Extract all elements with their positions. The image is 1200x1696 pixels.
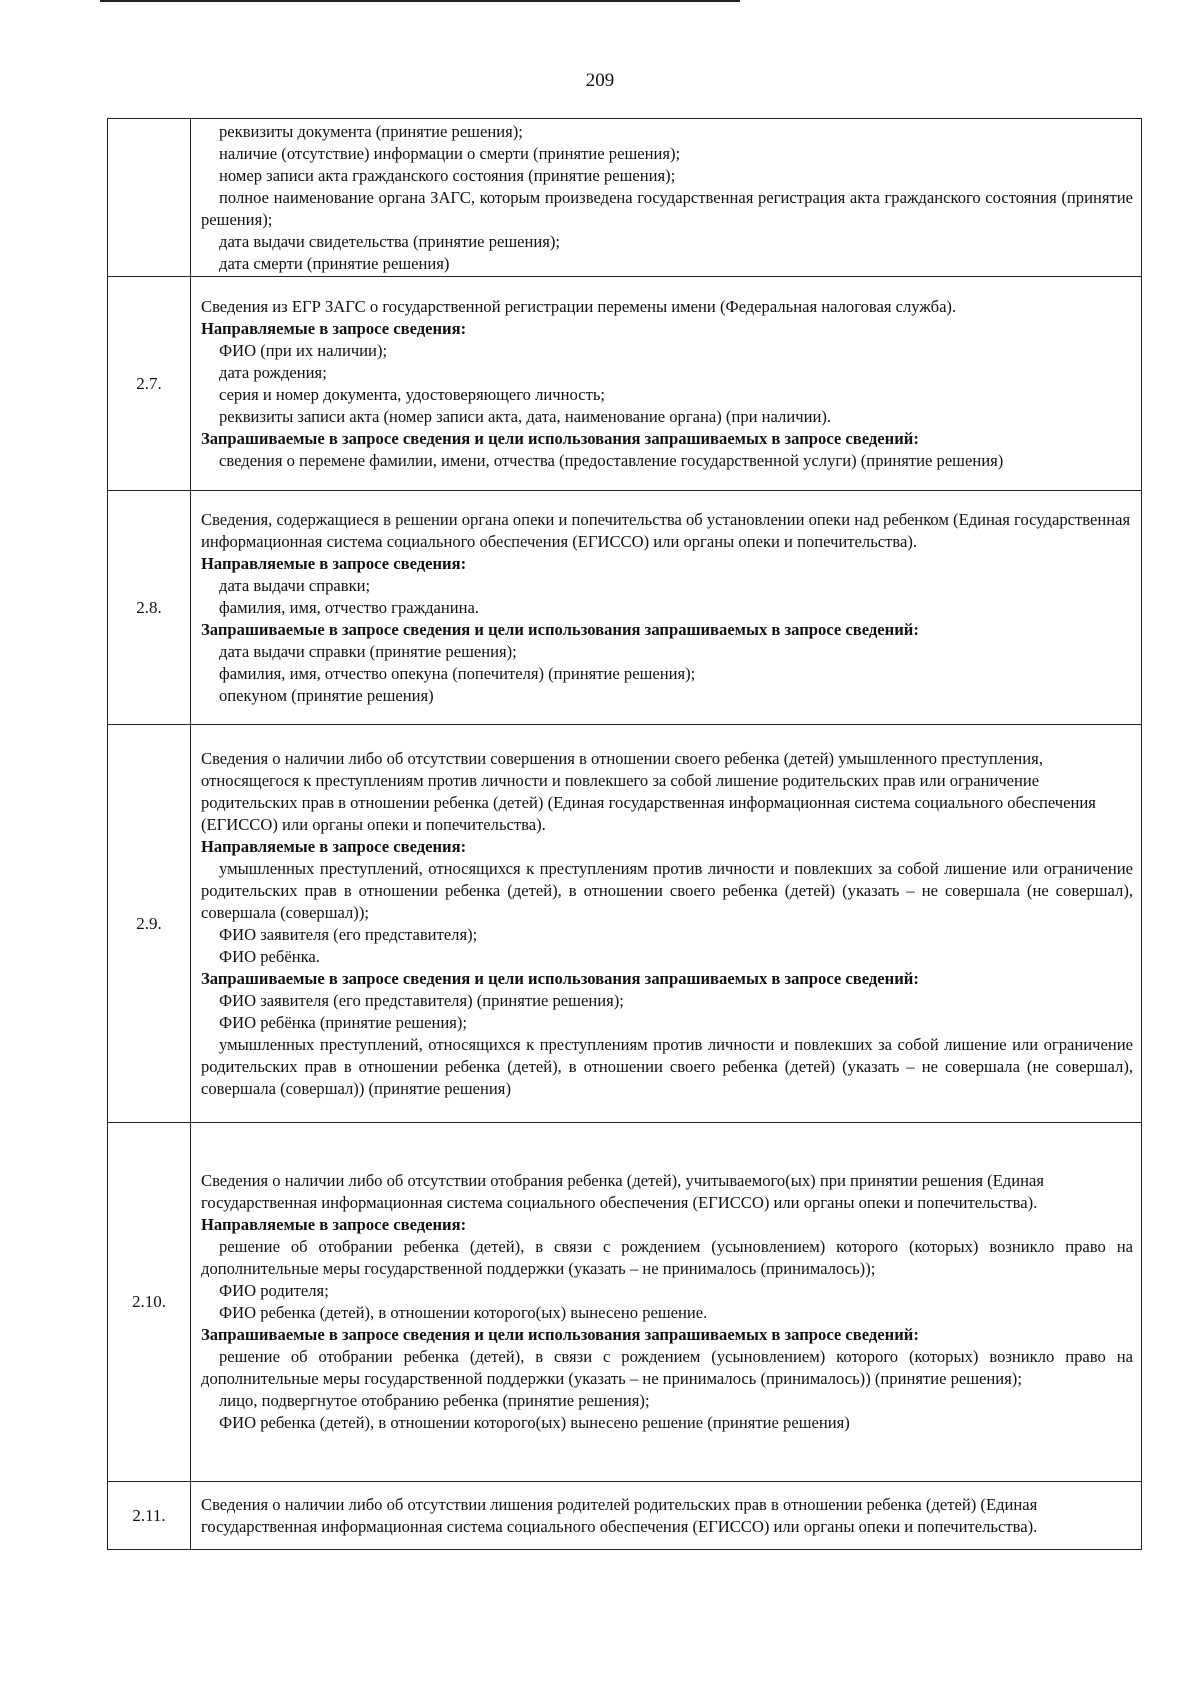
table-row [108,1123,1142,1482]
section-heading: Направляемые в запросе сведения: [201,1215,467,1234]
list-item: ФИО ребёнка. [219,946,320,966]
row-heading: Сведения о наличии либо об отсутствии отобрания ребенка (детей), учитываемого(ых) при принятии решения (Единая государственная информационная система социального обеспечения (ЕГИССО) или органы опеки и попечительства). [201,1171,1044,1212]
list-item: сведения о перемене фамилии, имени, отчества (предоставление государственной услуги) (принятие решения) [219,450,1004,470]
list-item: дата выдачи справки (принятие решения); [219,641,517,661]
row-heading: Сведения о наличии либо об отсутствии лишения родителей родительских прав в отношении ребенка (детей) (Единая государственная информационная система социального обеспечения (ЕГИССО) или органы опеки и попечительства). [201,1494,1038,1536]
list-item: фамилия, имя, отчество опекуна (попечителя) (принятие решения); [219,663,696,683]
row-number: 2.10. [108,1123,191,1482]
row-content [191,725,1142,1123]
row-content [191,1123,1142,1482]
list-item: ФИО родителя; [219,1281,329,1300]
row-number: 2.9. [108,725,191,1123]
section-heading: Направляемые в запросе сведения: [201,318,467,338]
list-item: дата выдачи свидетельства (принятие решения); [219,231,561,251]
list-item: ФИО ребенка (детей), в отношении которого(ых) вынесено решение (принятие решения) [219,1413,850,1432]
row-number-cell [108,119,191,277]
list-item: серия и номер документа, удостоверяющего личность; [219,384,605,404]
section-heading: Запрашиваемые в запросе сведения и цели использования запрашиваемых в запросе сведений: [201,968,919,988]
table-row [108,725,1142,1123]
section-heading: Запрашиваемые в запросе сведения и цели использования запрашиваемых в запросе сведений: [201,619,919,639]
list-item: ФИО ребёнка (принятие решения); [219,1012,467,1032]
requirements-table [107,118,1142,1550]
list-item: решение об отобрании ребенка (детей), в связи с рождением (усыновлением) которого (которых) возникло право на дополнительные меры государственной поддержки (указать – не принималось (принималось)); [201,1237,1133,1278]
scan-top-border [100,0,740,2]
list-item: номер записи акта гражданского состояния (принятие решения); [219,165,676,185]
row-heading: Сведения о наличии либо об отсутствии совершения в отношении своего ребенка (детей) умышленного преступления, относящегося к преступлениям против личности и повлекшего за собой лишение родительских прав или ограничение родительских прав в отношении ребенка (детей) (Единая государственная информационная система социального обеспечения (ЕГИССО) или органы опеки и попечительства). [201,748,1096,834]
row-content [191,1482,1142,1550]
list-item: умышленных преступлений, относящихся к преступлениям против личности и повлекших за собой лишение или ограничение родительских прав в отношении ребенка (детей), в отношении своего ребенка (детей) (указать – не совершала (не совершал), совершала (совершал)); [201,858,1133,922]
table-row [108,277,1142,491]
list-item: наличие (отсутствие) информации о смерти (принятие решения); [219,143,681,163]
list-item: опекуном (принятие решения) [219,685,434,705]
table-row [108,491,1142,725]
row-heading: Сведения, содержащиеся в решении органа опеки и попечительства об установлении опеки над ребенком (Единая государственная информационная система социального обеспечения (ЕГИССО) или органы опеки и попечительства). [201,509,1131,551]
page-number: 209 [585,70,615,91]
list-item: решение об отобрании ребенка (детей), в связи с рождением (усыновлением) которого (которых) возникло право на дополнительные меры государственной поддержки (указать – не принималось (принималось)) (принятие решения); [201,1347,1133,1388]
list-item: ФИО ребенка (детей), в отношении которого(ых) вынесено решение. [219,1303,708,1322]
row-number: 2.11. [108,1482,191,1550]
section-heading: Направляемые в запросе сведения: [201,836,467,856]
list-item: ФИО заявителя (его представителя) (принятие решения); [219,990,624,1010]
list-item: дата рождения; [219,362,327,382]
list-item: дата смерти (принятие решения) [219,253,450,273]
section-heading: Запрашиваемые в запросе сведения и цели использования запрашиваемых в запросе сведений: [201,1325,919,1344]
row-content [191,277,1142,491]
list-item: лицо, подвергнутое отобранию ребенка (принятие решения); [219,1391,650,1410]
list-item: полное наименование органа ЗАГС, которым произведена государственная регистрация акта гражданского состояния (принятие решения); [201,187,1133,229]
list-item: реквизиты документа (принятие решения); [219,121,523,141]
list-item: реквизиты записи акта (номер записи акта, дата, наименование органа) (при наличии). [219,406,831,426]
list-item: дата выдачи справки; [219,575,371,595]
row-content [191,491,1142,725]
section-heading: Направляемые в запросе сведения: [201,553,467,573]
table-row [108,119,1142,277]
row-content [191,119,1142,277]
row-heading: Сведения из ЕГР ЗАГС о государственной регистрации перемены имени (Федеральная налоговая служба). [201,296,957,316]
row-number: 2.8. [108,491,191,725]
table-row [108,1482,1142,1550]
list-item: фамилия, имя, отчество гражданина. [219,597,480,617]
list-item: ФИО заявителя (его представителя); [219,924,478,944]
section-heading: Запрашиваемые в запросе сведения и цели использования запрашиваемых в запросе сведений: [201,428,919,448]
list-item: ФИО (при их наличии); [219,340,388,360]
list-item: умышленных преступлений, относящихся к преступлениям против личности и повлекших за собой лишение или ограничение родительских прав в отношении ребенка (детей), в отношении своего ребенка (детей) (указать – не совершала (не совершал), совершала (совершал)) (принятие решения) [201,1034,1133,1098]
row-number: 2.7. [108,277,191,491]
